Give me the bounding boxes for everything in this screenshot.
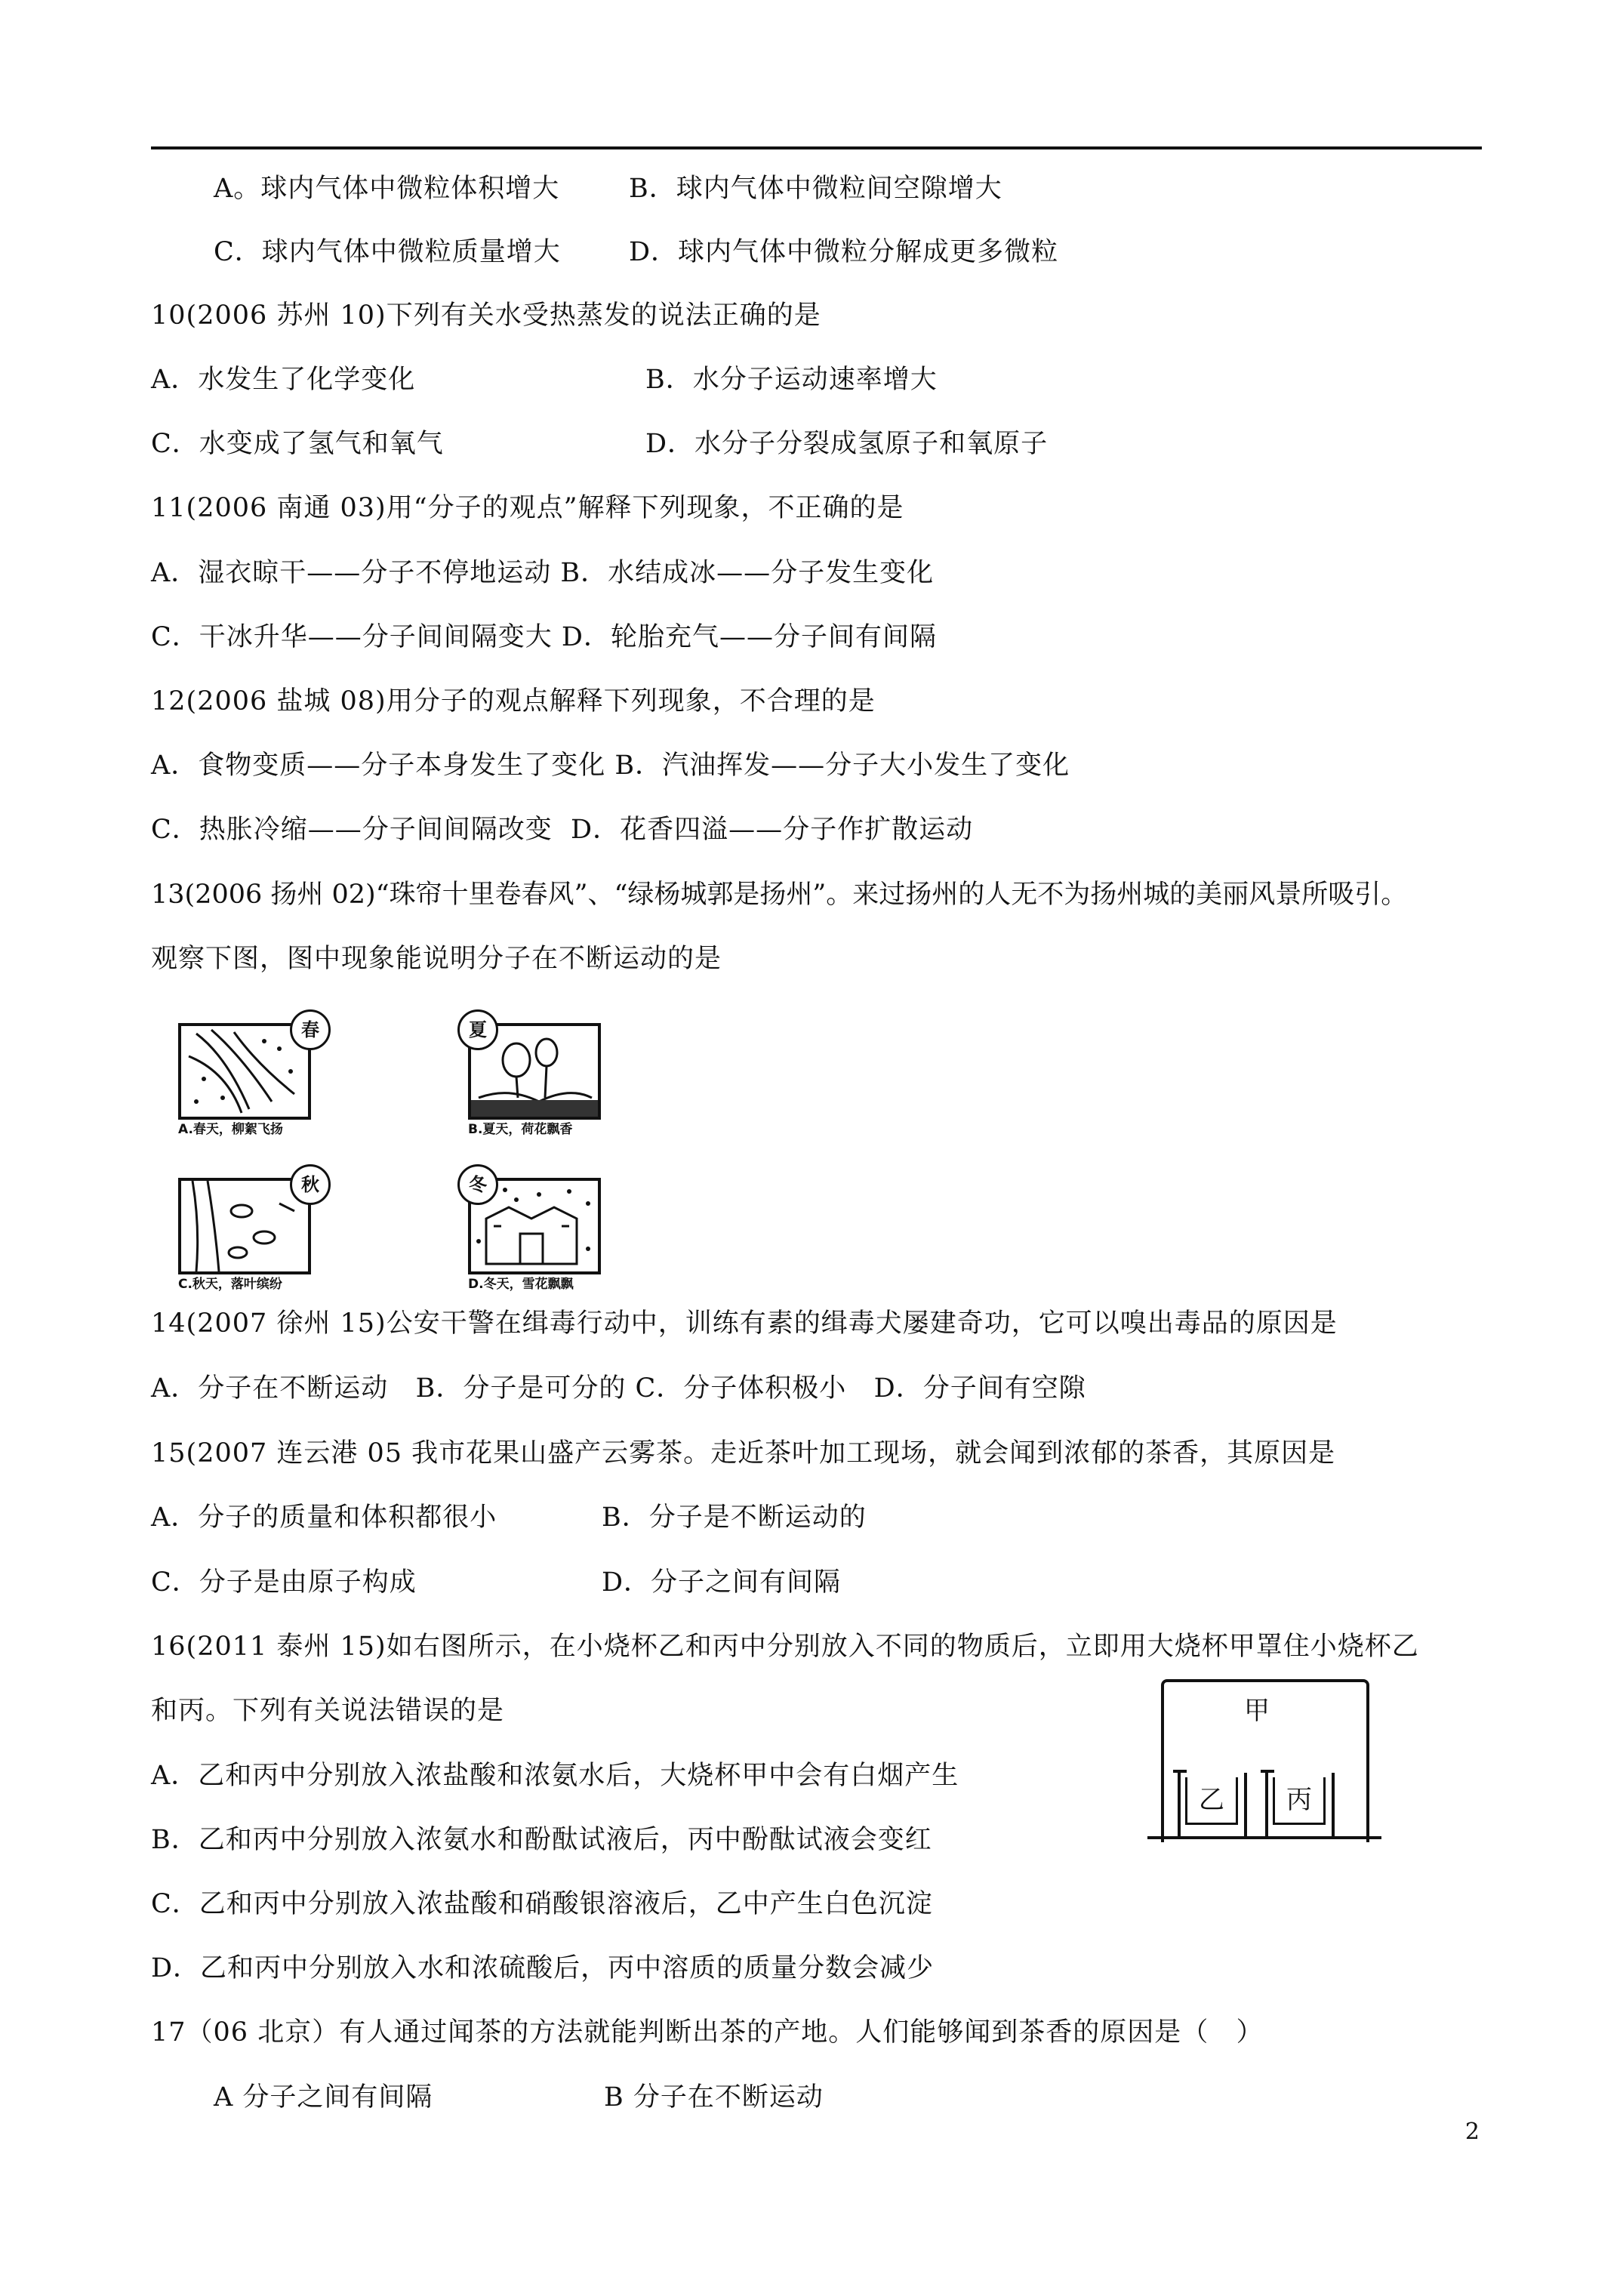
header-rule [151, 146, 1482, 149]
q10-option-b: B．水分子运动速率增大 [645, 365, 938, 395]
spring-caption: A.春天，柳絮飞扬 [178, 1122, 283, 1137]
q13-stem-line2: 观察下图，图中现象能说明分子在不断运动的是 [151, 944, 722, 974]
beaker-base-line [1147, 1836, 1381, 1839]
summer-caption: B.夏天，荷花飘香 [468, 1122, 573, 1137]
autumn-badge: 秋 [290, 1164, 331, 1205]
q16-stem-line2: 和丙。下列有关说法错误的是 [151, 1696, 505, 1726]
figure-spring [178, 1019, 319, 1137]
q12-stem: 12(2006 盐城 08)用分子的观点解释下列现象，不合理的是 [151, 686, 876, 717]
autumn-caption: C.秋天，落叶缤纷 [178, 1277, 282, 1292]
q16-option-d: D．乙和丙中分别放入水和浓硫酸后，丙中溶质的质量分数会减少 [151, 1953, 935, 1983]
q9-option-c: C．球内气体中微粒质量增大 [214, 237, 561, 267]
spring-badge: 春 [290, 1009, 331, 1050]
figure-summer [468, 1019, 598, 1137]
q17-option-b: B 分子在不断运动 [604, 2082, 824, 2113]
q16-stem-line1: 16(2011 泰州 15)如右图所示，在小烧杯乙和丙中分别放入不同的物质后，立即用大烧杯甲罩住小烧杯乙 [151, 1632, 1419, 1662]
q14-options: A．分子在不断运动 B．分子是可分的 C．分子体积极小 D．分子间有空隙 [151, 1373, 1086, 1404]
beaker-figure [1147, 1675, 1389, 1848]
q11-options-cd: C．干冰升华——分子间间隔变大 D．轮胎充气——分子间有间隔 [151, 622, 937, 652]
beaker-lip [1173, 1770, 1187, 1773]
q10-option-c: C．水变成了氢气和氧气 [151, 429, 444, 459]
small-beaker-left-label: 乙 [1185, 1777, 1238, 1825]
winter-caption: D.冬天，雪花飘飘 [468, 1277, 574, 1292]
q11-stem: 11(2006 南通 03)用“分子的观点”解释下列现象，不正确的是 [151, 493, 904, 523]
figure-autumn [178, 1173, 319, 1292]
falling-leaves-icon [181, 1181, 308, 1271]
q16-option-c: C．乙和丙中分别放入浓盐酸和硝酸银溶液后，乙中产生白色沉淀 [151, 1889, 933, 1919]
q11-options-ab: A．湿衣晾干——分子不停地运动 B．水结成冰——分子发生变化 [151, 558, 935, 588]
small-beaker-right [1265, 1773, 1335, 1839]
summer-badge: 夏 [457, 1009, 498, 1050]
winter-badge: 冬 [457, 1164, 498, 1205]
large-beaker-label: 甲 [1244, 1696, 1270, 1726]
willow-icon [181, 1026, 308, 1117]
q9-option-b: B．球内气体中微粒间空隙增大 [629, 174, 1002, 204]
q12-options-ab: A．食物变质——分子本身发生了变化 B．汽油挥发——分子大小发生了变化 [151, 750, 1070, 781]
small-beaker-left [1178, 1773, 1247, 1839]
q13-stem-line1: 13(2006 扬州 02)“珠帘十里卷春风”、“绿杨城郭是扬州”。来过扬州的人无不为扬州城的美丽风景所吸引。 [151, 880, 1408, 910]
q10-option-d: D．水分子分裂成氢原子和氧原子 [645, 429, 1049, 459]
q15-option-a: A．分子的质量和体积都很小 [151, 1502, 497, 1533]
q9-option-d: D．球内气体中微粒分解成更多微粒 [629, 237, 1059, 267]
q15-option-b: B．分子是不断运动的 [602, 1502, 867, 1533]
q17-stem: 17（06 北京）有人通过闻茶的方法就能判断出茶的产地。人们能够闻到茶香的原因是（ ） [151, 2017, 1264, 2048]
q12-options-cd: C．热胀冷缩——分子间间隔改变 D．花香四溢——分子作扩散运动 [151, 815, 974, 845]
q16-option-b: B．乙和丙中分别放入浓氨水和酚酞试液后，丙中酚酞试液会变红 [151, 1825, 932, 1855]
q17-option-a: A 分子之间有间隔 [214, 2082, 433, 2113]
q15-option-c: C．分子是由原子构成 [151, 1567, 417, 1598]
q15-stem: 15(2007 连云港 05 我市花果山盛产云雾茶。走近茶叶加工现场，就会闻到浓郁的茶香，其原因是 [151, 1438, 1336, 1469]
small-beaker-right-label: 丙 [1273, 1777, 1326, 1825]
figure-winter [468, 1173, 598, 1292]
q16-option-a: A．乙和丙中分别放入浓盐酸和浓氨水后，大烧杯甲中会有白烟产生 [151, 1761, 959, 1791]
q10-stem: 10(2006 苏州 10)下列有关水受热蒸发的说法正确的是 [151, 300, 821, 331]
q14-stem: 14(2007 徐州 15)公安干警在缉毒行动中，训练有素的缉毒犬屡建奇功，它可以嗅出毒品的原因是 [151, 1308, 1338, 1339]
beaker-lip [1261, 1770, 1274, 1773]
q10-option-a: A．水发生了化学变化 [151, 365, 416, 395]
q9-option-a: A。球内气体中微粒体积增大 [214, 174, 560, 204]
q15-option-d: D．分子之间有间隔 [602, 1567, 842, 1598]
page-number: 2 [1464, 2119, 1480, 2145]
